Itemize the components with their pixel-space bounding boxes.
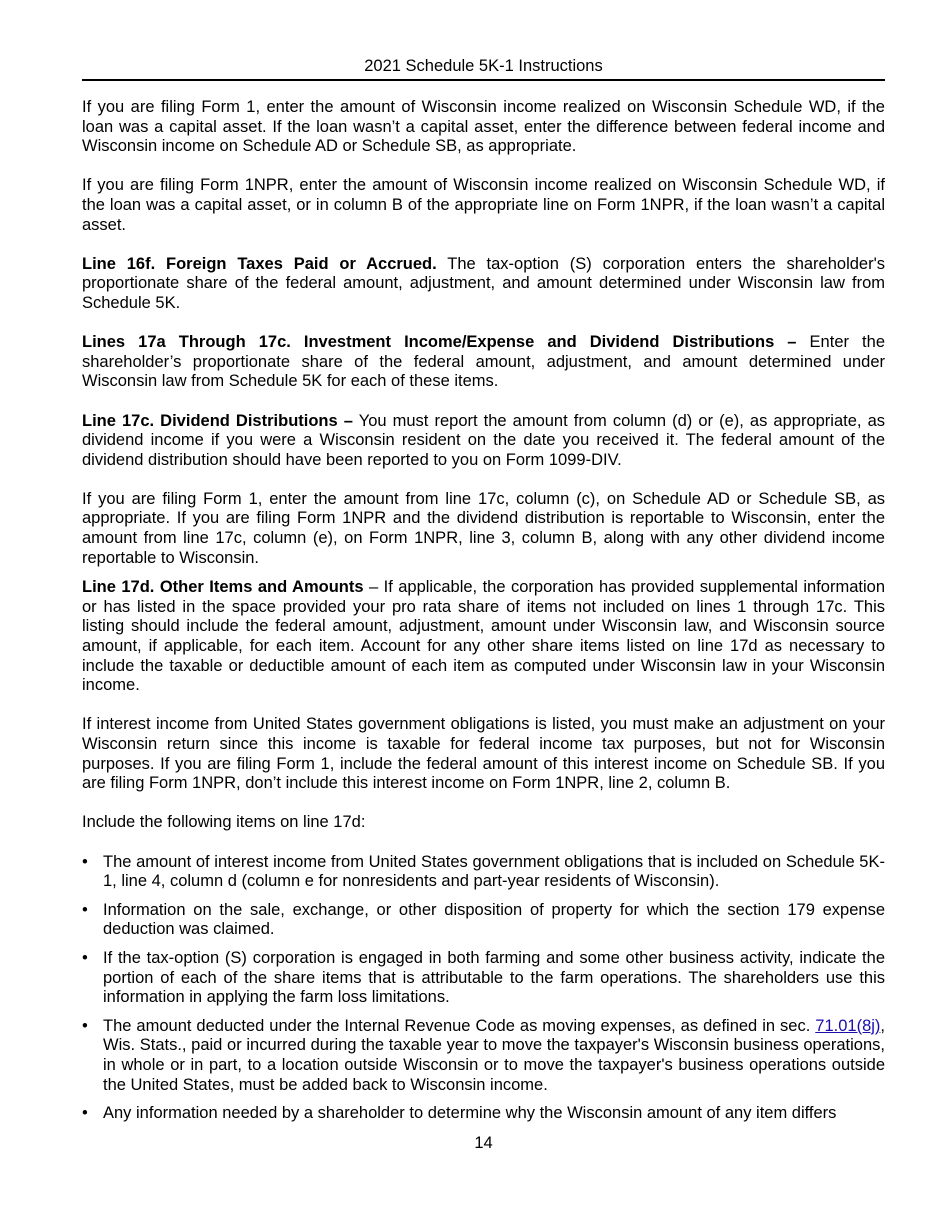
paragraph-line-16f bbox=[82, 255, 885, 314]
paragraph-government-obligations: If interest income from United States government obligations is listed, you must make an adjustment on your Wisconsin return since this income is taxable for federal income tax purposes, but not for Wisconsin purposes. If you are filing Form 1, include the federal amount of this interest income on Schedule SB. If you are filing Form 1NPR, don’t include this interest income on Form 1NPR, line 2, column B. bbox=[82, 715, 885, 793]
line-17c-text: You must report the amount from column (d) or (e), as appropriate, as dividend income if you were a Wisconsin resident on the date you received it. The federal amount of the dividend distribution should have been reported to you on Form 1099-DIV. bbox=[82, 411, 885, 469]
line-17d-heading: Line 17d. Other Items and Amounts bbox=[82, 578, 364, 597]
page-number: 14 bbox=[474, 1134, 493, 1152]
bullet-icon: • bbox=[82, 852, 88, 871]
line-17d-items-list bbox=[82, 853, 885, 1124]
list-item-text: If the tax-option (S) corporation is engaged in both farming and some other business activity, indicate the portion of each of the share items that is attributable to the farm operations. The shareholders use this information in applying the farm loss limitations. bbox=[103, 948, 885, 1007]
list-item bbox=[82, 1104, 885, 1124]
list-item-text: Any information needed by a shareholder to determine why the Wisconsin amount of any item differs bbox=[103, 1104, 837, 1123]
paragraph-include-items: Include the following items on line 17d: bbox=[82, 813, 366, 832]
list-item bbox=[82, 1017, 885, 1095]
paragraph-form1npr-capital-asset: If you are filing Form 1NPR, enter the amount of Wisconsin income realized on Wisconsin Schedule WD, if the loan was a capital asset, or in column B of the appropriate line on Form 1NPR, if the loan wasn’t a capital asset. bbox=[82, 176, 885, 234]
bullet-icon: • bbox=[82, 948, 88, 967]
list-item-text-post: , Wis. Stats., paid or incurred during the taxable year to move the taxpayer's Wisconsin business operations, in whole or in part, to a location outside Wisconsin or to move the taxpayer's business operations outside the United States, must be added back to Wisconsin income. bbox=[103, 1016, 885, 1094]
page-header: 2021 Schedule 5K-1 Instructions bbox=[82, 56, 885, 81]
bullet-icon: • bbox=[82, 1016, 88, 1035]
line-17c-heading: Line 17c. Dividend Distributions – bbox=[82, 411, 353, 430]
list-item-text: Information on the sale, exchange, or other disposition of property for which the section 179 expense deduction was claimed. bbox=[103, 900, 885, 939]
bullet-icon: • bbox=[82, 900, 88, 919]
line-17d-text: – If applicable, the corporation has provided supplemental information or has listed in the space provided your pro rata share of items not included on lines 1 through 17c. This listing should include the federal amount, adjustment, amount under Wisconsin law, and Wisconsin source amount, if applicable, for each item. Account for any other share items listed on line 17d as necessary to include the taxable or deductible amount of each item as computed under Wisconsin law in your Wisconsin income. bbox=[82, 578, 885, 695]
document-page bbox=[82, 56, 885, 1124]
paragraph-line-17d bbox=[82, 578, 885, 696]
list-item-text-pre: The amount deducted under the Internal Revenue Code as moving expenses, as defined in sec. bbox=[103, 1016, 816, 1035]
paragraph-line-17c bbox=[82, 412, 885, 471]
statute-link-71-01-8j[interactable]: 71.01(8j) bbox=[815, 1016, 881, 1035]
lines-17a-17c-text: Enter the shareholder’s proportionate share of the federal amount, adjustment, and amount determined under Wisconsin law from Schedule 5K for each of these items. bbox=[82, 333, 885, 391]
bullet-icon: • bbox=[82, 1104, 88, 1123]
paragraph-form1-dividend: If you are filing Form 1, enter the amount from line 17c, column (c), on Schedule AD or Schedule SB, as appropriate. If you are filing Form 1NPR and the dividend distribution is reportable to Wisconsin, enter the amount from line 17c, column (e), on Form 1NPR, line 3, column B, along with any other dividend income reportable to Wisconsin. bbox=[82, 489, 885, 567]
line-16f-text: The tax-option (S) corporation enters the shareholder's proportionate share of the federal amount, adjustment, and amount determined under Wisconsin law from Schedule 5K. bbox=[82, 254, 885, 312]
list-item bbox=[82, 949, 885, 1008]
list-item-text: The amount of interest income from United States government obligations that is included on Schedule 5K-1, line 4, column d (column e for nonresidents and part-year residents of Wisconsin). bbox=[103, 852, 885, 891]
paragraph-lines-17a-17c bbox=[82, 333, 885, 392]
line-16f-heading: Line 16f. Foreign Taxes Paid or Accrued. bbox=[82, 254, 437, 273]
paragraph-form1-capital-asset: If you are filing Form 1, enter the amount of Wisconsin income realized on Wisconsin Schedule WD, if the loan was a capital asset. If the loan wasn’t a capital asset, enter the difference between federal income and Wisconsin income on Schedule AD or Schedule SB, as appropriate. bbox=[82, 98, 885, 156]
list-item bbox=[82, 853, 885, 892]
list-item bbox=[82, 901, 885, 940]
lines-17a-17c-heading: Lines 17a Through 17c. Investment Income/Expense and Dividend Distributions – bbox=[82, 333, 797, 352]
